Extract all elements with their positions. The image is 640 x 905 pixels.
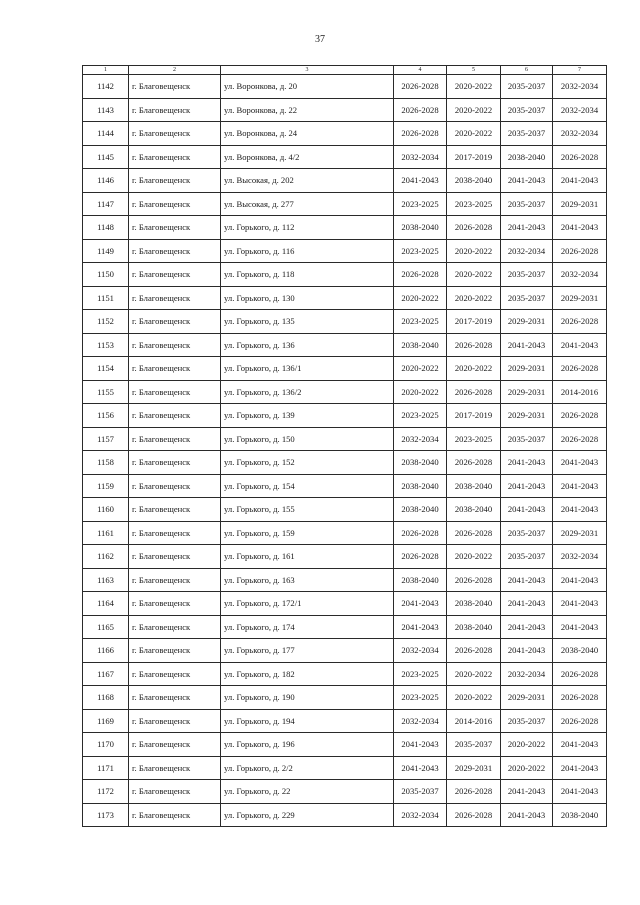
table-row [83,639,607,663]
year-range-cell: 2038-2040 [394,333,447,357]
row-number-cell: 1164 [83,592,129,616]
year-range-cell: 2023-2025 [394,239,447,263]
year-range-cell: 2026-2028 [447,521,501,545]
year-range-cell: 2026-2028 [447,380,501,404]
year-range-cell: 2035-2037 [501,192,553,216]
table-row [83,122,607,146]
row-number-cell: 1157 [83,427,129,451]
year-range-cell: 2026-2028 [394,98,447,122]
table-row [83,357,607,381]
city-cell: г. Благовещенск [129,98,221,122]
year-range-cell: 2020-2022 [394,357,447,381]
year-range-cell: 2017-2019 [447,404,501,428]
city-cell: г. Благовещенск [129,780,221,804]
column-number-row [83,66,607,75]
year-range-cell: 2041-2043 [394,169,447,193]
year-range-cell: 2041-2043 [553,451,607,475]
year-range-cell: 2026-2028 [553,662,607,686]
year-range-cell: 2041-2043 [553,615,607,639]
year-range-cell: 2026-2028 [447,803,501,827]
year-range-cell: 2041-2043 [553,756,607,780]
year-range-cell: 2023-2025 [447,192,501,216]
row-number-cell: 1159 [83,474,129,498]
row-number-cell: 1163 [83,568,129,592]
year-range-cell: 2041-2043 [501,333,553,357]
year-range-cell: 2029-2031 [553,521,607,545]
year-range-cell: 2035-2037 [501,427,553,451]
year-range-cell: 2026-2028 [447,780,501,804]
row-number-cell: 1169 [83,709,129,733]
year-range-cell: 2038-2040 [501,145,553,169]
row-number-cell: 1160 [83,498,129,522]
address-cell: ул. Горького, д. 136/2 [221,380,394,404]
year-range-cell: 2032-2034 [501,662,553,686]
table-row [83,169,607,193]
year-range-cell: 2026-2028 [394,263,447,287]
year-range-cell: 2026-2028 [447,333,501,357]
year-range-cell: 2029-2031 [447,756,501,780]
table-row [83,404,607,428]
table-row [83,545,607,569]
address-cell: ул. Горького, д. 163 [221,568,394,592]
table-row [83,686,607,710]
row-number-cell: 1165 [83,615,129,639]
column-header: 1 [83,66,129,75]
row-number-cell: 1170 [83,733,129,757]
table-row [83,733,607,757]
year-range-cell: 2020-2022 [447,122,501,146]
table-row [83,662,607,686]
row-number-cell: 1149 [83,239,129,263]
city-cell: г. Благовещенск [129,592,221,616]
year-range-cell: 2041-2043 [553,568,607,592]
page-number: 37 [315,34,325,45]
city-cell: г. Благовещенск [129,404,221,428]
address-cell: ул. Горького, д. 136 [221,333,394,357]
year-range-cell: 2035-2037 [501,545,553,569]
year-range-cell: 2026-2028 [394,122,447,146]
table-row [83,592,607,616]
year-range-cell: 2014-2016 [553,380,607,404]
city-cell: г. Благовещенск [129,545,221,569]
year-range-cell: 2023-2025 [394,686,447,710]
year-range-cell: 2038-2040 [394,216,447,240]
year-range-cell: 2017-2019 [447,310,501,334]
year-range-cell: 2020-2022 [447,662,501,686]
year-range-cell: 2029-2031 [501,686,553,710]
year-range-cell: 2023-2025 [394,192,447,216]
address-cell: ул. Горького, д. 2/2 [221,756,394,780]
year-range-cell: 2020-2022 [447,98,501,122]
year-range-cell: 2029-2031 [501,404,553,428]
row-number-cell: 1151 [83,286,129,310]
year-range-cell: 2041-2043 [394,756,447,780]
row-number-cell: 1162 [83,545,129,569]
address-cell: ул. Горького, д. 154 [221,474,394,498]
city-cell: г. Благовещенск [129,498,221,522]
year-range-cell: 2026-2028 [553,310,607,334]
year-range-cell: 2032-2034 [553,263,607,287]
year-range-cell: 2038-2040 [447,498,501,522]
year-range-cell: 2035-2037 [501,263,553,287]
address-cell: ул. Горького, д. 130 [221,286,394,310]
year-range-cell: 2023-2025 [394,404,447,428]
year-range-cell: 2032-2034 [501,239,553,263]
row-number-cell: 1155 [83,380,129,404]
address-cell: ул. Воронкова, д. 24 [221,122,394,146]
year-range-cell: 2032-2034 [394,709,447,733]
year-range-cell: 2029-2031 [553,192,607,216]
year-range-cell: 2041-2043 [553,474,607,498]
city-cell: г. Благовещенск [129,263,221,287]
year-range-cell: 2041-2043 [553,169,607,193]
row-number-cell: 1154 [83,357,129,381]
row-number-cell: 1167 [83,662,129,686]
year-range-cell: 2020-2022 [447,686,501,710]
row-number-cell: 1166 [83,639,129,663]
year-range-cell: 2032-2034 [394,427,447,451]
table-row [83,756,607,780]
year-range-cell: 2032-2034 [553,545,607,569]
row-number-cell: 1161 [83,521,129,545]
table-row [83,145,607,169]
table-row [83,263,607,287]
year-range-cell: 2026-2028 [553,404,607,428]
year-range-cell: 2041-2043 [501,451,553,475]
city-cell: г. Благовещенск [129,451,221,475]
table-row [83,427,607,451]
address-cell: ул. Горького, д. 174 [221,615,394,639]
year-range-cell: 2026-2028 [447,451,501,475]
city-cell: г. Благовещенск [129,216,221,240]
city-cell: г. Благовещенск [129,639,221,663]
year-range-cell: 2041-2043 [501,568,553,592]
year-range-cell: 2032-2034 [394,803,447,827]
address-cell: ул. Горького, д. 159 [221,521,394,545]
row-number-cell: 1144 [83,122,129,146]
address-cell: ул. Воронкова, д. 20 [221,75,394,99]
year-range-cell: 2041-2043 [553,498,607,522]
address-cell: ул. Горького, д. 196 [221,733,394,757]
year-range-cell: 2038-2040 [553,803,607,827]
year-range-cell: 2029-2031 [501,380,553,404]
year-range-cell: 2026-2028 [553,239,607,263]
address-cell: ул. Горького, д. 194 [221,709,394,733]
row-number-cell: 1143 [83,98,129,122]
address-cell: ул. Горького, д. 229 [221,803,394,827]
table-row [83,98,607,122]
table-row [83,286,607,310]
table-body [83,75,607,827]
city-cell: г. Благовещенск [129,686,221,710]
address-cell: ул. Горького, д. 135 [221,310,394,334]
year-range-cell: 2023-2025 [394,310,447,334]
year-range-cell: 2041-2043 [553,333,607,357]
year-range-cell: 2014-2016 [447,709,501,733]
column-header: 7 [553,66,607,75]
year-range-cell: 2020-2022 [447,239,501,263]
year-range-cell: 2035-2037 [501,286,553,310]
year-range-cell: 2032-2034 [553,122,607,146]
year-range-cell: 2038-2040 [394,451,447,475]
city-cell: г. Благовещенск [129,333,221,357]
table-row [83,310,607,334]
year-range-cell: 2041-2043 [394,592,447,616]
table-row [83,75,607,99]
address-cell: ул. Горького, д. 22 [221,780,394,804]
address-cell: ул. Горького, д. 136/1 [221,357,394,381]
year-range-cell: 2020-2022 [447,357,501,381]
year-range-cell: 2041-2043 [501,592,553,616]
table-row [83,239,607,263]
year-range-cell: 2041-2043 [553,733,607,757]
year-range-cell: 2041-2043 [501,474,553,498]
city-cell: г. Благовещенск [129,568,221,592]
year-range-cell: 2026-2028 [394,545,447,569]
year-range-cell: 2020-2022 [501,733,553,757]
year-range-cell: 2020-2022 [394,380,447,404]
year-range-cell: 2041-2043 [501,780,553,804]
year-range-cell: 2035-2037 [447,733,501,757]
address-cell: ул. Горького, д. 139 [221,404,394,428]
city-cell: г. Благовещенск [129,427,221,451]
city-cell: г. Благовещенск [129,357,221,381]
address-cell: ул. Горького, д. 177 [221,639,394,663]
city-cell: г. Благовещенск [129,145,221,169]
row-number-cell: 1172 [83,780,129,804]
year-range-cell: 2038-2040 [553,639,607,663]
year-range-cell: 2041-2043 [501,803,553,827]
year-range-cell: 2041-2043 [394,733,447,757]
city-cell: г. Благовещенск [129,286,221,310]
year-range-cell: 2032-2034 [553,75,607,99]
year-range-cell: 2041-2043 [394,615,447,639]
table-row [83,709,607,733]
row-number-cell: 1146 [83,169,129,193]
year-range-cell: 2032-2034 [553,98,607,122]
year-range-cell: 2023-2025 [447,427,501,451]
row-number-cell: 1152 [83,310,129,334]
year-range-cell: 2038-2040 [394,474,447,498]
city-cell: г. Благовещенск [129,756,221,780]
year-range-cell: 2020-2022 [447,545,501,569]
row-number-cell: 1153 [83,333,129,357]
row-number-cell: 1171 [83,756,129,780]
row-number-cell: 1168 [83,686,129,710]
city-cell: г. Благовещенск [129,474,221,498]
city-cell: г. Благовещенск [129,75,221,99]
city-cell: г. Благовещенск [129,733,221,757]
address-cell: ул. Воронкова, д. 4/2 [221,145,394,169]
address-cell: ул. Горького, д. 172/1 [221,592,394,616]
year-range-cell: 2026-2028 [553,427,607,451]
year-range-cell: 2041-2043 [553,780,607,804]
year-range-cell: 2020-2022 [501,756,553,780]
address-cell: ул. Горького, д. 116 [221,239,394,263]
city-cell: г. Благовещенск [129,709,221,733]
year-range-cell: 2017-2019 [447,145,501,169]
year-range-cell: 2032-2034 [394,639,447,663]
row-number-cell: 1145 [83,145,129,169]
city-cell: г. Благовещенск [129,239,221,263]
address-cell: ул. Горького, д. 155 [221,498,394,522]
city-cell: г. Благовещенск [129,615,221,639]
table-row [83,192,607,216]
address-cell: ул. Горького, д. 152 [221,451,394,475]
table-row [83,780,607,804]
year-range-cell: 2026-2028 [553,145,607,169]
year-range-cell: 2041-2043 [501,169,553,193]
row-number-cell: 1156 [83,404,129,428]
year-range-cell: 2035-2037 [501,98,553,122]
year-range-cell: 2026-2028 [447,639,501,663]
table-row [83,803,607,827]
year-range-cell: 2020-2022 [447,75,501,99]
table-row [83,216,607,240]
year-range-cell: 2020-2022 [394,286,447,310]
table-row [83,615,607,639]
city-cell: г. Благовещенск [129,310,221,334]
table-row [83,451,607,475]
year-range-cell: 2020-2022 [447,263,501,287]
year-range-cell: 2023-2025 [394,662,447,686]
city-cell: г. Благовещенск [129,192,221,216]
year-range-cell: 2035-2037 [501,75,553,99]
year-range-cell: 2035-2037 [501,521,553,545]
address-cell: ул. Горького, д. 190 [221,686,394,710]
row-number-cell: 1148 [83,216,129,240]
year-range-cell: 2026-2028 [553,709,607,733]
year-range-cell: 2038-2040 [394,568,447,592]
table-row [83,521,607,545]
year-range-cell: 2038-2040 [447,474,501,498]
year-range-cell: 2038-2040 [394,498,447,522]
year-range-cell: 2029-2031 [553,286,607,310]
year-range-cell: 2038-2040 [447,615,501,639]
year-range-cell: 2041-2043 [501,216,553,240]
year-range-cell: 2026-2028 [447,216,501,240]
table-row [83,474,607,498]
year-range-cell: 2035-2037 [394,780,447,804]
table-row [83,333,607,357]
year-range-cell: 2026-2028 [394,521,447,545]
address-cell: ул. Воронкова, д. 22 [221,98,394,122]
year-range-cell: 2041-2043 [501,498,553,522]
table-row [83,568,607,592]
column-header: 5 [447,66,501,75]
address-cell: ул. Горького, д. 182 [221,662,394,686]
year-range-cell: 2038-2040 [447,169,501,193]
year-range-cell: 2041-2043 [501,615,553,639]
address-cell: ул. Горького, д. 161 [221,545,394,569]
column-header: 6 [501,66,553,75]
row-number-cell: 1173 [83,803,129,827]
year-range-cell: 2041-2043 [553,216,607,240]
year-range-cell: 2035-2037 [501,709,553,733]
city-cell: г. Благовещенск [129,803,221,827]
column-header: 2 [129,66,221,75]
row-number-cell: 1147 [83,192,129,216]
city-cell: г. Благовещенск [129,380,221,404]
year-range-cell: 2035-2037 [501,122,553,146]
year-range-cell: 2020-2022 [447,286,501,310]
address-cell: ул. Горького, д. 150 [221,427,394,451]
row-number-cell: 1158 [83,451,129,475]
year-range-cell: 2041-2043 [553,592,607,616]
address-cell: ул. Высокая, д. 277 [221,192,394,216]
row-number-cell: 1150 [83,263,129,287]
address-cell: ул. Высокая, д. 202 [221,169,394,193]
city-cell: г. Благовещенск [129,169,221,193]
column-header: 3 [221,66,394,75]
address-cell: ул. Горького, д. 118 [221,263,394,287]
year-range-cell: 2038-2040 [447,592,501,616]
year-range-cell: 2041-2043 [501,639,553,663]
year-range-cell: 2029-2031 [501,357,553,381]
city-cell: г. Благовещенск [129,662,221,686]
year-range-cell: 2026-2028 [553,357,607,381]
year-range-cell: 2032-2034 [394,145,447,169]
year-range-cell: 2029-2031 [501,310,553,334]
city-cell: г. Благовещенск [129,521,221,545]
city-cell: г. Благовещенск [129,122,221,146]
column-header: 4 [394,66,447,75]
year-range-cell: 2026-2028 [447,568,501,592]
row-number-cell: 1142 [83,75,129,99]
schedule-table [82,65,607,827]
address-cell: ул. Горького, д. 112 [221,216,394,240]
table-row [83,498,607,522]
table-row [83,380,607,404]
year-range-cell: 2026-2028 [553,686,607,710]
year-range-cell: 2026-2028 [394,75,447,99]
